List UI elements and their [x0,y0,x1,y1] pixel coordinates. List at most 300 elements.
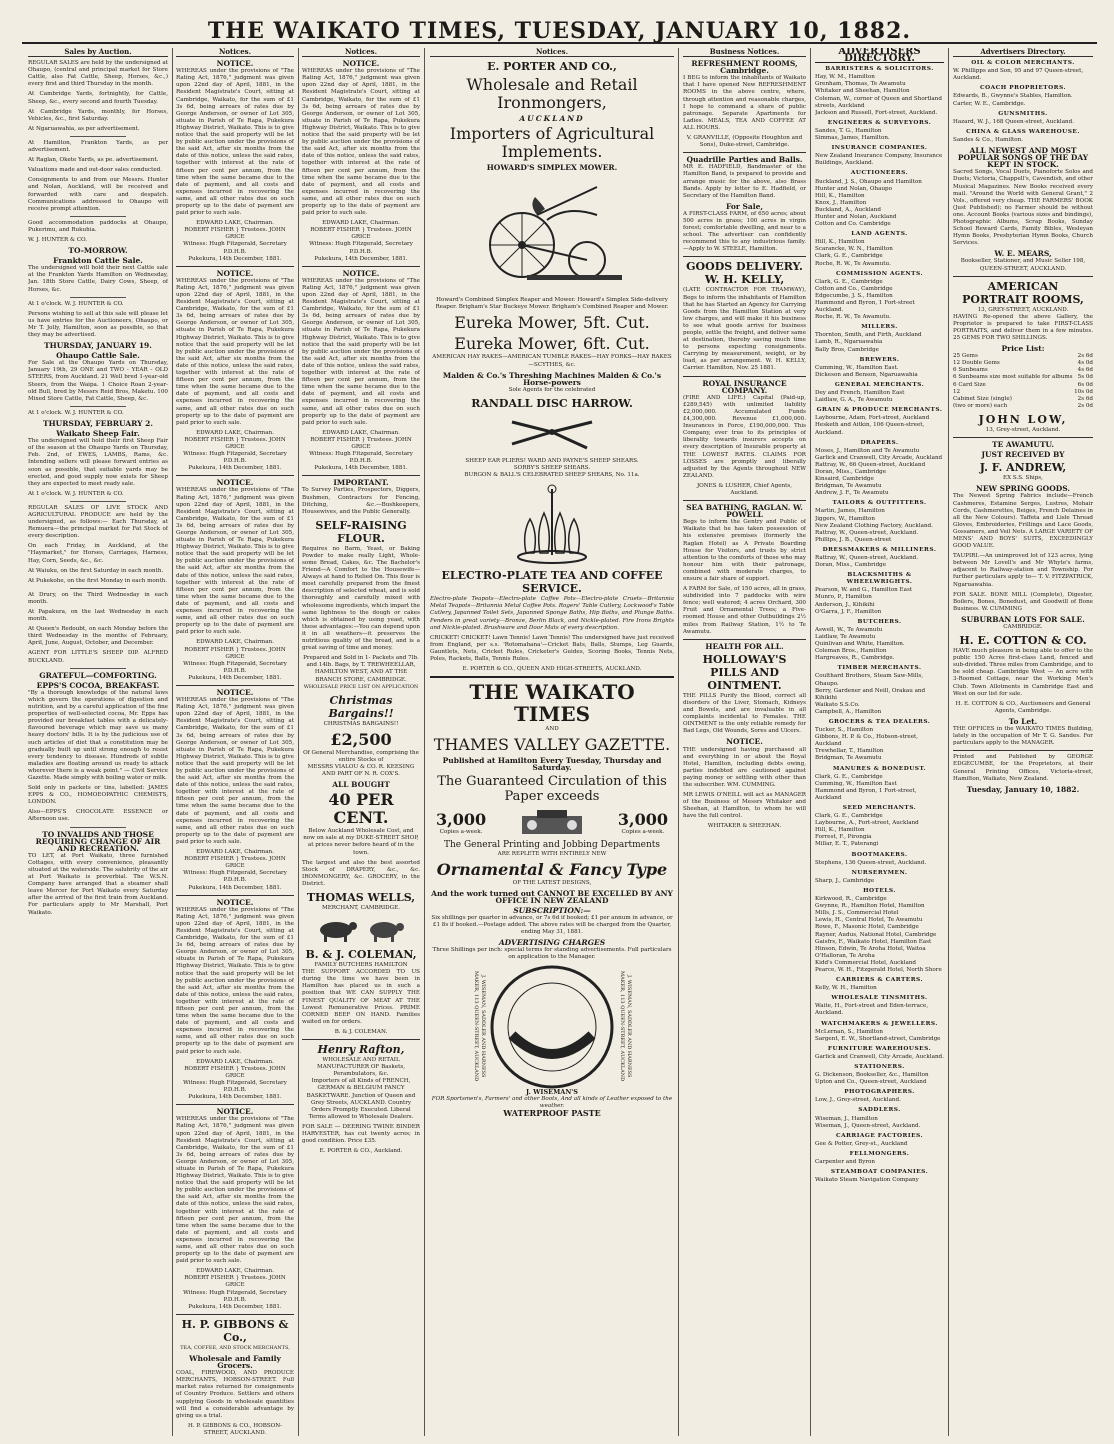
auction-notice-text: The undersigned will hold their first Sheep Fair of the season at the Ohaupo Yards on Thursday, Feb. 2nd, of EWES, LAMBS, Rams, &c. Intending sellers will please forward entries as soon as possible, that suitable yards may be erected, and good supply now exists for Sheep they are expected to meet ready sale. [28,438,168,487]
directory-entry: Sargent, E. W., Shortland-street, Cambridge [815,1035,941,1042]
awamutu: TE AWAMUTU. [991,440,1054,450]
prices-title: Price List: [1001,344,1045,354]
oneill-signature: WHITAKER & SHEEHAN. [707,823,782,830]
cruet-engraving [512,483,592,565]
auction-notice-text: Sold only in packets or tins, labelled: JAMES EPPS & CO., HOMOEOPATHIC CHEMISTS, LONDON. [28,785,168,806]
divider [70,406,126,407]
price-value: 2s 6d [1077,353,1093,360]
notice-signature: EDWARD LAKE, Chairman. [196,220,274,227]
column-header: Sales by Auction. [28,48,168,57]
directory-entry: Sandes & Co., Hamilton. [953,136,1024,143]
rating-notice [176,1108,294,1315]
cruet-title: ELECTRO-PLATE TEA AND COFFEE SERVICE. [441,569,663,596]
directory-category: PHOTOGRAPHERS. [844,1089,915,1096]
rating-notice [176,270,294,477]
divider [70,668,126,669]
porter-line1: Wholesale and Retail Ironmongers, [466,75,638,113]
notice-date: Pukekura, 14th December, 1881. [188,465,282,472]
notice-trustees: ROBERT FISHER } Trustees. JOHN GRICE [184,1065,286,1079]
auction-notice-text: Persons wishing to sell at this sale will please let us have entries for the Auctioneers, Ohaupo, or Mr T. Jolly, Hamilton, soon as possible, so that they may be advertised. [28,310,168,338]
column-rule [424,48,425,1436]
livestock-engraving [306,916,416,944]
price-value: 6s 0d [1077,381,1093,388]
directory-entry: Doran, Miss., Cambridge [815,468,887,475]
porter-firm: E. PORTER AND CO., [487,60,617,74]
price-item: 12 [953,388,961,395]
directory-category: WATCHMAKERS & JEWELLERS. [821,1020,938,1027]
directory-entry: Sharp, J., Cambridge [815,877,875,884]
auction-notice-title: EPPS'S COCOA, BREAKFAST. [36,680,160,690]
directory-entry: Munro, P., Hamilton [815,594,872,601]
column-rule [810,48,811,1436]
column-header: Business Notices. [683,48,806,57]
directory-entry: Dickeson and Benson, Ngaruawahia [815,371,918,378]
price-item: 6 Sunbeams [953,367,988,374]
powell-text: Begs to inform the Gentry and Public of Waikato that he has taken possession of his extensive premises (formerly the Raglan Hotel) as A Private Boarding House for Visitors, and trusts by strict attention to the comforts of those who may honour him with their patronage, combined with moderate charges, to ensure a fair share of support. [683,519,806,582]
directory-entry: Hay, W. M., Hamilton [815,74,875,81]
price-value: 5s 0d [1077,374,1093,381]
latest-designs: OF THE LATEST DESIGNS, [512,879,592,886]
directory-entry: Hammond and Byron, 1 Fort-street, Auckland [815,787,917,801]
column-header: Advertisers Directory. [953,48,1093,57]
notice-trustees: ROBERT FISHER } Trustees. JOHN GRICE [184,436,286,450]
column-header: Notices. [176,48,294,57]
divider [70,827,126,828]
gibbons-subtitle: TEA, COFFEE, AND STOCK MERCHANTS, [180,1344,290,1351]
songs-text: Sacred Songs, Vocal Duets, Pianoforte Solos and Duets; Victoria, Chappell's, Cavendish, and other Musical Magazines. New Books received every mail. "Around the World with General Grant," 2 Vols., offered very cheap. THE FARMERS' BOOK (Just Published); no Farmer should be without one. Account Books (various sizes and bindings), Photographic Albums, Scrap Books, Sunday School Reward Cards, Family Bibles, Wesleyan Hymn Books, Presbyterian Hymn Books, Church Services. [953,169,1093,247]
notice-text: WHEREAS under the provisions of "The Rating Act, 1876," judgment was given upon 22nd day of April, 1881, in the Resident Magistrate's Court, sitting at Cambridge, Waikato, for the sum of £1 3s 6d, being arrears of rates due by George Anderson, or owner of Lot 305, situate in Parish of Te Rapa, Pukekura Highway District, Waikato. This is to give notice that the said property will be let by public auction under the provisions of the said Act, after six months from the date of this notice, unless the said rates, together with interest at the rate of fifteen per cent per annum, from the time when the same became due to the date of payment, and all costs and expenses incurred in recovering the same, and all other rates due on such property up to the date of payment are paid prior to such sale. [176,906,294,1055]
directory-header: ADVERTISERS DIRECTORY. [815,48,944,63]
directory-entry: W. Phillipps and Son, 95 and 97 Queen-street, Auckland. [953,68,1084,82]
directory-category: NURSERYMEN. [851,869,908,876]
directory-entry: Carpenter and Byron [815,1159,876,1166]
times-guarantee: The Guaranteed Circulation of this Paper exceeds [437,774,667,805]
agents: Sole Agents for the celebrated [508,386,596,393]
auction-notice-text: Good accommodation paddocks at Ohaupo, Pukerimu, and Rukuhia. [28,219,168,233]
refresh-text: I BEG to inform the inhabitants of Waikato that I have opened New REFRESHMENT ROOMS in the above centre, where, through attention and reasonable charges, I hope to command a share of public patronage. Separate Apartments for Ladies. MEALS, TEA AND COFFEE AT ALL HOURS. [683,75,806,131]
directory-entry: Quinlivan and White, Hamilton. [815,641,905,648]
price-value: 2s 0d [1077,402,1093,409]
imprint-date: Tuesday, January 10, 1882. [966,784,1080,794]
auction-notice-text: At Drury, on the Third Wednesday in each month. [28,591,168,605]
notice-text: WHEREAS under the provisions of "The Rating Act, 1876," judgment was given upon 22nd day of April, 1881, in the Resident Magistrate's Court, sitting at Cambridge, Waikato, for the sum of £1 3s 6d, being arrears of rates due by George Anderson, or owner of Lot 305, situate in Parish of Te Rapa, Pukekura Highway District, Waikato. This is to give notice that the said property will be let by public auction under the provisions of the said Act, after six months from the date of this notice, unless the said rates, together with interest at the rate of fifteen per cent per annum, from the time when the same became due to the date of payment, and all costs and expenses incurred in recovering the same, and all other rates due on such property up to the date of payment are paid prior to such sale. [176,1116,294,1265]
directory-entry: Pearson, W. and G., Hamilton East [815,587,913,594]
andrew-text: The Newest Spring Fabrics include—French Cashmeres, Estamine Serges, Lustres, Mohair Cords, Cashmerettes, Beiges, French Delaines in all the New Colours). Taffeta and Lisle Thread Gloves, Embroideries, Frillings and Lace Goods, Gossamers, and Veil Nets. A LARGE VARIETY OF MENS' AND BOYS' SUITS, EXCEEDINGLY GOOD VALUE. [953,493,1093,550]
directory-category: BREWERS. [859,356,900,363]
price-list: WHOLESALE PRICE LIST ON APPLICATION [303,683,419,690]
rating-act-notices [176,60,294,1315]
mower-caption: Howard's Combined Simplex Reaper and Mower. Howard's Simplex Side-delivery Reaper. Brigham's Star Buckeye Mower. Brigham's Combined Reaper and Mower. [435,297,669,311]
divider [176,685,294,686]
directory-category: BLACKSMITHS & WHEELWRIGHTS. [846,572,913,586]
directory-entry: Simmas, James, Hamilton. [815,135,890,142]
flour-signature: Prepared and Sold in 1- Packets and 7lb. and 14lb. Bags, by T. TREWHEELLAR, HAMILTON WEST, AND AT THE BRANCH STORE, CAMBRIDGE. [303,655,419,683]
directory-entry: New Zealand Clothing Factory, Auckland. [815,522,933,529]
directory-entry: Cumming, W., Hamilton East [815,780,897,787]
rakes: AMERICAN HAY RAKES—AMERICAN TUMBLE RAKES—HAY FORKS—HAY RAKES—SCYTHES, &c. [432,354,672,368]
directory-category: ENGINEERS & SURVEYORS. [827,119,932,126]
low-address: 13, Grey-street, Auckland. [985,426,1061,433]
directory-category: MANURES & BONEDUST. [832,765,927,772]
auction-notice-text: On each Friday, in Auckland, at the "Haymarket," for Horses, Carriages, Harness, Hay, Corn, Seeds, &c., &c. [28,543,168,564]
directory-category: MILLERS. [861,324,898,331]
auction-notice-text: At Raglan, Okete Yards, as pe. advertisement. [28,157,159,164]
price-value: 10s 0d [1074,388,1093,395]
auction-notice-text: At 1 o'clock. W. J. HUNTER & CO. [28,409,124,416]
directory-entry: Hill, K., Hamilton [815,192,865,199]
directory-entry: Low, J., Grey-street, Auckland. [815,1097,901,1104]
divider [176,1314,294,1315]
directory-entry: O'Garra, J. F., Hamilton [815,608,882,615]
suburban-sub: CAMBRIDGE. [1003,624,1043,630]
notice-witness: Witness: Hugh Fitzgerald, Secretary P.D.H.B. [183,241,287,255]
times-gazette: THAMES VALLEY GAZETTE. [433,735,671,755]
royal-text: (FIRE AND LIFE.) Capital (Paid-up, £289,545) with unlimited liability £2,000,000. Accumulated Funds £4,300,000. Revenue £1,000,000. Insurances in Force, £190,000,000. This Company, ever true to its principles of liberality towards insurers accepts on every description of Insurable property at THE LOWEST RATES. CLAIMS FOR LOSSES are promptly and liberally adjusted by the Agents throughout NEW ZEALAND. [683,394,806,479]
forsale-title: For Sale, [726,201,763,211]
column-business-notices [683,48,806,1436]
directory-entry: Hesketh and Aitkin, 106 Queen-street, Auckland. [815,422,925,436]
auction-notice-text: AGENT FOR LITTLE'S SHEEP DIP. ALFRED BUCKLAND. [28,650,168,664]
divider [176,475,294,476]
directory-entry: Rowe, F., Masonic Hotel, Cambridge [815,924,919,931]
directory-entry: Gee & Potter, Grey-st., Auckland [815,1140,908,1147]
directory-entry: Edgecumbe, J. S., Hamilton [815,292,893,299]
directory-entry: Hargreaves, R., Cambridge. [815,655,895,662]
tolet-text: THE OFFICES in the WAIKATO TIMES Building, lately in the occupation of Mr T. G. Sandes. For particulars apply to the MANAGER. [953,726,1093,747]
notice-trustees: ROBERT FISHER } Trustees. JOHN GRICE [184,1275,286,1289]
times-title: THE WAIKATO TIMES [469,680,635,727]
column-header: Notices. [430,48,674,57]
cricket-signature: E. PORTER & CO., QUEEN AND HIGH-STREETS, AUCKLAND. [462,666,642,673]
notice-date: Pukekura, 14th December, 1881. [188,884,282,891]
wiseman-mid: FOR Sportsmen's, Farmers' and other Boots, And all kinds of Leather exposed to the weather. [431,1095,673,1109]
important-title: IMPORTANT. [333,478,389,488]
wiseman-ad [430,965,674,1089]
price-item: Cabinet Size (single) [953,395,1012,402]
replete: ARE REPLETE WITH ENTIRELY NEW [497,850,607,857]
column-notices-1 [176,48,294,1436]
directory-entry: Grenham, Thomas, Te Awamutu [815,81,906,88]
directory-entry: Laybourne, Adam, Fort-street, Auckland [815,415,930,422]
notice-signature: EDWARD LAKE, Chairman. [322,429,400,436]
divider [176,1104,294,1105]
notice-signature: EDWARD LAKE, Chairman. [196,1058,274,1065]
directory-entry: Kidd's Commercial Hotel, Auckland [815,959,917,966]
notice-title: NOTICE. [216,687,254,697]
rafton-title: Henry Rafton, [317,1043,405,1057]
coleman-sub: FAMILY BUTCHERS HAMILTON [314,962,408,969]
directory-entry: Moses, J., Hamilton and Te Awamutu [815,447,920,454]
notice-date: Pukekura, 14th December, 1881. [188,255,282,262]
directory-category: GRAIN & PRODUCE MERCHANTS. [816,407,943,414]
directory-entry: Garlick and Cranwell, City Arcade, Auckland [815,454,943,461]
directory-entry: Wiseman, J., Hamilton [815,1115,878,1122]
christmas-subtitle: CHRISTMAS BARGAINS!! [323,720,399,727]
directory-entry: Gaisfrs, F., Waikato Hotel, Hamilton East [815,938,932,945]
directory-entry: Laidlaw, G. A., Te Awamutu [815,397,893,404]
wells-text: The largest and also the best assorted Stock of DRAPERY, &c., &c. IRONMONGERY, &c. GROCERY, in the District. [302,859,420,887]
mears-sub: Bookseller, Stationer, and Music Seller 198, QUEEN-STREET, AUCKLAND. [960,258,1086,272]
price-row [953,367,1093,374]
gibbons-signature: H. P. GIBBONS & CO., HOBSON-STREET, AUCKLAND. [187,1422,283,1436]
notice-date: Pukekura, 14th December, 1881. [188,674,282,681]
directory-entry: Anderson, J., Kihikihi [815,601,875,608]
porter-line2: AUCKLAND [519,114,585,124]
auction-notice-title: Waikato Sheep Fair. [56,429,140,439]
andrew-title: JUST RECEIVED BY [981,450,1065,460]
auction-notice-text: At Hamilton, Frankton Yards, as per advertisement. [28,139,168,154]
quadrille-title: Quadrille Parties and Balls. [686,155,803,165]
amount-text: Of General Merchandise, comprising the entire Stocks of [303,749,419,763]
column-rule [678,48,679,1436]
directory-entry: Laybourne, A., Fort-street, Auckland [815,820,919,827]
column-notices-2 [302,48,420,1436]
auction-notice-title: Frankton Cattle Sale. [53,256,143,266]
price-item: 12 Double Gems [953,360,1000,367]
directory-category: FURNITURE WAREHOUSES. [827,1045,932,1052]
auction-notice-text: Also—EPPS'S CHOCOLATE ESSENCE or Afternoon use. [28,809,168,823]
directory-entry: Knox, J., Hamilton [815,199,867,206]
suburban-title: SUBURBAN LOTS FOR SALE. [961,614,1085,624]
directory-entry: Laidlaw, Te Awamutu [815,633,876,640]
forsale-text: A FIRST-CLASS FARM, of 650 acres; about 500 acres in grass; 100 acres in virgin forest; comfortable dwelling, and near to a school. The advertiser can confidently recommend this to any industrious family.—Apply to W. STEELE, Hamilton. [683,210,806,253]
auction-notice-text: TO LET, at Port Waikato, three furnished Cottages, with every convenience, pleasantly situated at the waterside. The salubrity of the air at Port Waikato is proverbial. The W.S.N. Company have arranged that a steamer shall leave Mercer for Port Waikato every Saturday after the arrival of the first train from Auckland. For particulars apply to Mr Marshall, Port Waikato. [28,852,168,916]
auction-notice-text: Consignments to and from our Messrs. Hunter and Nolan, Auckland, will be received and forwarded with care and despatch. Communications addressed to Ohaupo will receive prompt attention. [28,177,168,212]
directory-entry: Doran, Miss., Cambridge [815,562,887,569]
directory-category: COMMISSION AGENTS. [835,270,923,277]
divider [176,895,294,896]
auction-notice-text: REGULAR SALES are held by the undersigned at Ohaupo, (central and principal market for Store Cattle, also Fat Cattle, Sheep, Horses, &c.,) every first and third Thursday in the month. [28,60,168,88]
price-item: 6 Sunbeams size most suitable for albums [953,374,1073,381]
malden: Malden & Co.'s Threshing Machines Malden & Co.'s Horse-powers [442,370,662,387]
notice-trustees: ROBERT FISHER } Trustees. JOHN GRICE [184,227,286,241]
price-item: (two or more) each [953,402,1008,409]
rating-notice [176,899,294,1106]
notice-signature: EDWARD LAKE, Chairman. [196,849,274,856]
notice-text: WHEREAS under the provisions of "The Rating Act, 1876," judgment was given upon 22nd day of April, 1881, in the Resident Magistrate's Court, sitting at Cambridge, Waikato, for the sum of £1 3s 6d, being arrears of rates due by George Anderson, or owner of Lot 305, situate in Parish of Te Rapa, Pukekura Highway District, Waikato. This is to give notice that the said property will be let by public auction under the provisions of the said Act, after six months from the date of this notice, unless the said rates, together with interest at the rate of fifteen per cent per annum, from the time when the same became due to the date of payment, and all costs and expenses incurred in recovering the same, and all other rates due on such property up to the date of payment are paid prior to such sale. [176,487,294,636]
advertising: ADVERTISING CHARGES [498,938,606,948]
percent: 40 PER CENT. [328,790,394,828]
porter-line3: Importers of Agricultural Implements. [449,124,655,162]
directory-entry: Cumming, W., Hamilton East. [815,364,899,371]
rating-notice [176,689,294,896]
directory-entry: Mills, J. S., Commercial Hotel [815,910,899,917]
printing-departments: The General Printing and Jobbing Departments [443,840,661,851]
notice-trustees: ROBERT FISHER } Trustees. JOHN GRICE [310,227,412,241]
farm-text: A FARM for Sale, of 150 acres, all in grass, subdivided into 7 paddocks with wire fence; well watered; 4 acres Orchard, 300 Fruit and Ornamental Trees; a Five-roomed House and other Outbuildings 2½ miles from Railway Station, 1½ to Te Awamutu. [683,586,806,635]
andrew-name: J. F. ANDREW, [979,461,1067,475]
directory-entry: Kinsaird, Cambridge [815,476,874,483]
directory-entry: Millar, E. T., Paterangi [815,841,879,848]
divider [70,588,126,589]
rafton-text: Importers of all Kinds of FRENCH, GERMAN & BELGIUM FANCY BASKETWARE. Junction of Queen and Grey Streets, AUCKLAND. Country Orders Promptly Executed. Liberal Terms allowed to Wholesale Dealers. [306,1078,416,1120]
directory-entry: Bridgman, Te Awamutu [815,755,882,762]
divider [302,475,420,476]
notice-trustees: ROBERT FISHER } Trustees. JOHN GRICE [184,646,286,660]
portrait-text: HAVING Re-opened the above Gallery, the Proprietor is prepared to take FIRST-CLASS PORTRAITS, and deliver them in a few minutes. 25 GEMS FOR TWO SHILLINGS. [953,313,1093,341]
directory-entry: Clark, G. E., Cambridge [815,773,883,780]
directory-entry: Jackson and Russell, Fort-street, Auckland. [815,109,938,116]
auction-notice-text: At Papakura, on the last Wednesday in each month. [28,609,168,623]
directory-entry: Phillips, J. B., Queen-street [815,536,892,543]
directory-entry: Pearce, W. H., Fitzgerald Hotel, North Shore [815,966,942,973]
directory-sections [815,66,944,1184]
directory-entry: Stephens, 136 Queen-street, Auckland. [815,859,927,866]
directory-entry: Bridgman, Te Awamutu [815,483,882,490]
holloway-title: HOLLOWAY'S PILLS AND OINTMENT. [702,652,787,692]
directory-entry: Scarancke, W. N., Hamilton [815,246,893,253]
directory-category: OIL & COLOR MERCHANTS. [971,60,1075,67]
wells-name: THOMAS WELLS, [306,891,416,904]
notice-title: NOTICE. [216,268,254,278]
directory-entry: Jiggers, W., Hamilton [815,515,876,522]
directory-entry: Berry, Gardener and Neill, Orakau and Kihikihi [815,687,926,701]
times-and: AND [545,726,559,733]
auction-notice-text: For Sale at the Ohaupo Yards on Thursday, January 19th, 29 ONE and TWO - YEAR - OLD STEERS, from Auckland. 21 Well bred 1-year-old Steers, from the Waipa. 1 Choice Roan 2-year-old Bull, bred by Messrs Reid Bros, Maketu. 100 Mixed Store Cattle, Fat Cattle, Sheep, &c. [28,360,168,402]
shears-engraving [507,414,597,454]
rating-notice [302,270,420,477]
notice-title: NOTICE. [216,1107,254,1117]
important-text: To Survey Parties, Prospectors, Diggers, Bushmen, Contractors for Fencing, Ditching, &c.—Bushkeepers, Housewives, and the Public Generally. [302,487,420,515]
column-advertisers-directory [815,48,944,1436]
cotton-title: H. E. COTTON & CO. [959,634,1087,648]
directory-entry: Cotton and Co., Cambridge [815,285,893,292]
refresh-title: REFRESHMENT ROOMS, Cambridge. [691,59,798,76]
tolet-title: To Let. [1008,716,1038,726]
percent-text: Below Auckland Wholesale Cost, and now on sale at my DUKE-STREET SHOP, at prices never before heard of in the town. [303,828,419,856]
directory-entry: Garlick and Cranwell, City Arcade, Auckland. [815,1053,944,1060]
auction-notice-text: At Cambridge Yards, monthly, for Horses, Vehicles, &c., first Saturday. [28,108,168,122]
low-title: JOHN LOW, [978,412,1068,426]
auction-notice-text: "By a thorough knowledge of the natural laws which govern the operations of digestion and nutrition, and by a careful application of the fine properties of well-selected cocoa, Mr. Epps has provided our breakfast tables with a delicately-flavoured beverage which may save us many heavy doctors' bills. It is by the judicious use of such articles of diet that a constitution may be gradually built up until strong enough to resist every tendency to disease. Hundreds of subtle maladies are floating around us ready to attack wherever there is a weak point." — Civil Service Gazette. Made simply with boiling water or milk. [28,689,168,781]
directory-entry: Tucker, S., Hamilton [815,727,874,734]
notice-trustees: ROBERT FISHER } Trustees. JOHN GRICE [184,856,286,870]
subscription: SUBSCRIPTION:— [513,905,591,915]
price-value: 4s 6d [1077,367,1093,374]
cricket-text: CRICKET! CRICKET! Lawn Tennis! Lawn Tennis! The undersigned have just received from England, per s.s. 'Rotomahana'—Cricket Bats, Balls, Stumps, Leg Guards, Gauntlets, Nets, Cricket Rules, Cricketer's Guides, Scoring Books, Tennis Nets, Poles, Rackets, Balls, Tennis Rules. [430,634,674,662]
directory-entry: Lamb, R., Ngaruawahia [815,339,883,346]
notice-title: NOTICE. [342,268,380,278]
rating-notice [302,60,420,267]
directory-entry: Bally Bros, Cambridge [815,346,879,353]
price-row [953,360,1093,367]
directory-category: LAND AGENTS. [851,231,908,238]
directory-category: INSURANCE COMPANIES. [831,145,928,152]
directory-category: SEED MERCHANTS. [842,805,917,811]
notice-signature: EDWARD LAKE, Chairman. [196,639,274,646]
directory-entry: O'Halloran, Te Aroha [815,952,875,959]
divider [70,297,126,298]
advertising-text: Three Shillings per inch: special terms for standing advertisements. Full particulars on application to the Manager. [432,947,672,961]
auction-notice-text: At Cambridge Yards, fortnightly, for Cattle, Sheep, &c., every second and fourth Tuesday. [28,91,168,105]
notice-title: NOTICE. [726,737,763,747]
wiseman-bottom: WATERPROOF PASTE [503,1107,601,1118]
directory-entry: Buckland, J. S., Ohaupo and Hamilton [815,178,922,185]
portrait-title: AMERICAN PORTRAIT ROOMS, [962,279,1084,306]
andrew-sub: EX S.S. Ships, [1003,475,1043,482]
auction-notice-text: At Pukekohe, on the first Monday in each month. [28,577,168,584]
christmas-title: Christmas Bargains!! [328,693,394,720]
directory-entry: Lewis, H., Central Hotel, Te Awamutu [815,917,923,924]
directory-entry: Buckland, A., Auckland [815,206,881,213]
directory-entry: Forrest, F., Pirongia [815,834,872,841]
directory-continued [953,60,1093,144]
price-row [953,353,1093,360]
directory-entry: Trewhellar, T., Hamilton [815,748,884,755]
directory-entry: Roche, R. W., Te Awamutu. [815,314,891,321]
directory-entry: Hill, K., Hamilton [815,239,865,246]
auction-notice-text: At Waiuku, on the first Saturday in each month. [28,567,164,574]
subscription-text: Six shillings per quarter in advance, or 7s 6d if booked; £1 per annum in advance, or £1 8s if booked.—Postage added. The above rates will be charged from the Quarter, ending May 31, 1881. [431,915,673,936]
price-list [953,353,1093,410]
notice-trustees: ROBERT FISHER } Trustees. JOHN GRICE [310,436,412,450]
notice-witness: Witness: Hugh Fitzgerald, Secretary P.D.H.B. [183,870,287,884]
directory-category: STEAMBOAT COMPANIES. [830,1169,929,1176]
notice-text: WHEREAS under the provisions of "The Rating Act, 1876," judgment was given upon 22nd day of April, 1881, in the Resident Magistrate's Court, sitting at Cambridge, Waikato, for the sum of £1 3s 6d, being arrears of rates due by George Anderson, or owner of Lot 305, situate in Parish of Te Rapa, Pukekura Highway District, Waikato. This is to give notice that the said property will be let by public auction under the provisions of the said Act, after six months from the date of this notice, unless the said rates, together with interest at the rate of fifteen per cent per annum, from the time when the same became due to the date of payment, and all costs and expenses incurred in recovering the same, and all other rates due on such property up to the date of payment are paid prior to such sale. [302,68,420,217]
notice-witness: Witness: Hugh Fitzgerald, Secretary P.D.H.B. [183,451,287,465]
price-row [953,382,1093,389]
directory-entry: Sandes, T. G., Hamilton [815,127,882,134]
cotton-text: HAVE much pleasure in being able to offer to the public 150 Acres first-class Land, fenced and sub-divided. Three miles from Cambridge, and to be sold cheap. Cambridge West — An acre with 3-Roomed Cottage, near the Working Men's Club. Town Allotments in Cambridge East and West on our list for sale. [953,648,1093,697]
directory-entry: Clark, G. E., Cambridge [815,278,883,285]
directory-category: CARRIERS & CARTERS. [835,977,924,984]
notice-date: Pukekura, 14th December, 1881. [188,1094,282,1101]
notice-signature: EDWARD LAKE, Chairman. [196,1268,274,1275]
oneill-notice: MR LEWIS O'NEILL will act as MANAGER of the Business of Messrs Whitaker and Sheehan, at Hamilton, to whom he will have the full control. [683,792,806,820]
notice-witness: Witness: Hugh Fitzgerald, Secretary P.D.H.B. [309,451,413,465]
bonemill-text: FOR SALE. BONE MILL (Complete), Digester, Boilers, Bones, Bonedust, and Goodwill of Bone Business. W. CUMMING [953,591,1093,612]
directory-entry: Cotton and Co. Cambridge [815,221,891,228]
directory-entry: Rattray, W., Queen-street, Auckland. [815,529,919,536]
directory-entry: Waite, H., Fort-street and Eden-terrace, Auckland. [815,1003,929,1017]
press-engraving [517,808,587,838]
taupiri-text: TAUPIRI.—An unimproved lot of 123 acres, lying between Mr Lovell's and Mr Whyte's farms, adjacent to Railway-station and Township. For further particulars apply to— T. V. FITZPATRICK, Ngaruawahia. [953,553,1093,588]
auction-notice-text: At 1 o'clock. W. J. HUNTER & CO. [28,490,124,497]
porter-advertisement [430,48,674,1436]
directory-entry: Coulthard Brothers, Steam Saw-Mills, Ohaupo. [815,673,924,687]
directory-entry: Hunter and Nolan, Auckland [815,213,897,220]
notice-title: NOTICE. [216,59,254,69]
rating-notice [176,479,294,686]
masthead: THE WAIKATO TIMES, TUESDAY, JANUARY 10, 1882. [22,18,1097,44]
directory-entry: Clark, G. E., Cambridge [815,813,883,820]
directory-category: HOTELS. [863,887,896,894]
notice-title: NOTICE. [216,478,254,488]
directory-category: TIMBER MERCHANTS. [837,665,922,672]
directory-category: DRESSMAKERS & MILLINERS. [822,546,937,553]
shears2: SORBY'S SHEEP SHEARS. [513,465,591,472]
notice-date: Pukekura, 14th December, 1881. [188,1303,282,1310]
auction-notice-title: TO-MORROW. [68,246,128,256]
auction-notice-text: W. J. HUNTER & CO. [28,236,88,243]
directory-entry: Whitaker and Sheehan, Hamilton [815,88,910,95]
gibbons-title: H. P. GIBBONS & Co., [181,1317,289,1344]
directory-entry: Thornton, Smith, and Firth, Auckland [815,332,922,339]
coleman-signature: B. & J. COLEMAN. [334,1028,388,1035]
wiseman-side-text-2: J. WISEMAN, SADDLER AND HARNESS MAKER, 113 QUEEN-STREET, AUCKLAND [619,971,633,1082]
price-row [953,396,1093,403]
porter-line4: HOWARD'S SIMPLEX MOWER. [486,163,618,173]
directory-entry: Gibbons, H. P. & Co., Hobson-street, Auckland [815,734,919,748]
directory-entry: Rattray, W., Queen-street, Auckland. [815,555,919,561]
directory-category: BARRISTERS & SOLICITORS. [825,66,934,73]
cruet-text: Electro-plate Teapots—Electro-plate Coffee Pots—Electro-plate Cruets—Britannia Metal Teapots—Britannia Metal Coffee Pots. Rogers' Table Cutlery, Lockwood's Table Cutlery, Japanned Toilet Sets, Japanned Sponge Baths, Hip Baths, and Plunge Baths. Fenders in great variety—Bronze, Berlin Black, and Nickle-plated. Fire Irons Brights and Nickle-plated. Brushware and Door Mats of every description. [430,596,674,631]
directory-entry: Waikato Steam Navigation Company [815,1177,919,1184]
copies-left: 3,000 [436,809,487,829]
circulation-row [436,808,668,838]
auction-notice-text: At 1 o'clock. W. J. HUNTER & CO. [28,300,124,307]
copies-label-right: Copies a-week. [621,828,665,835]
